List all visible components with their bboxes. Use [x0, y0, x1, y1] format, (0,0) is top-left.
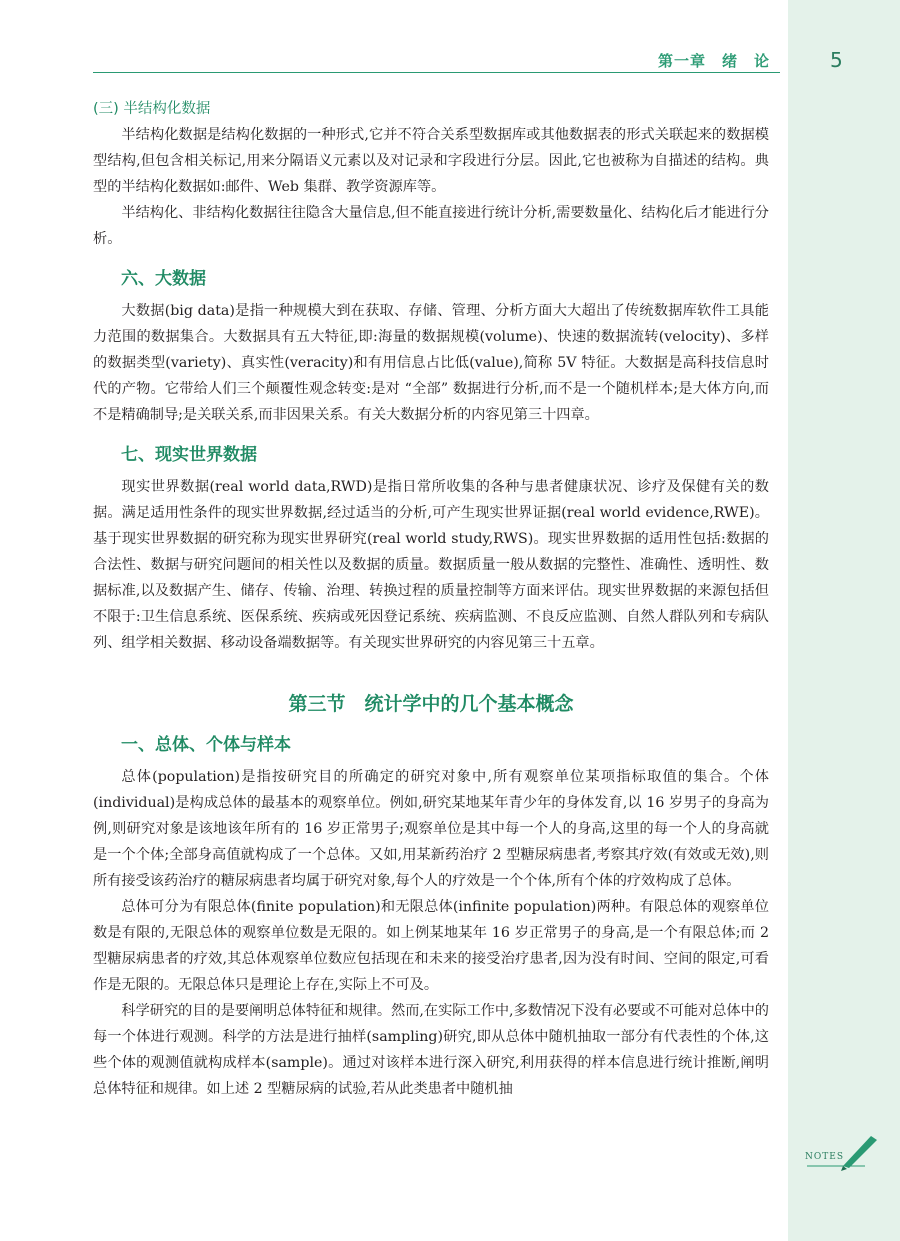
section-heading-big-data: 六、大数据 — [121, 269, 206, 289]
section-heading-population: 一、总体、个体与样本 — [121, 735, 291, 755]
page-number: 5 — [830, 48, 843, 72]
margin-sidebar — [788, 0, 900, 1241]
paragraph: 半结构化、非结构化数据往往隐含大量信息,但不能直接进行统计分析,需要数量化、结构化后才能进行分析。 — [93, 205, 769, 247]
paragraph: 科学研究的目的是要阐明总体特征和规律。然而,在实际工作中,多数情况下没有必要或不可能对总体中的每一个体进行观测。科学的方法是进行抽样(sampling)研究,即从总体中随机抽取一部分有代表性的个体,这些个体的观测值就构成样本(sample)。通过对该样本进行深入研究,利用获得的样本信息进行统计推断,阐明总体特征和规律。如上述 2 型糖尿病的试验,若从此类患者中随机抽 — [93, 1003, 769, 1097]
paragraph: 大数据(big data)是指一种规模大到在获取、存储、管理、分析方面大大超出了传统数据库软件工具能力范围的数据集合。大数据具有五大特征,即:海量的数据规模(volume)、快速的数据流转(velocity)、多样的数据类型(variety)、真实性(veracity)和有用信息占比低(value),简称 5V 特征。大数据是高科技信息时代的产物。它带给人们三个颠覆性观念转变:是对 “全部” 数据进行分析,而不是一个随机样本;是大体方向,而不是精确制导;是关联关系,而非因果关系。有关大数据分析的内容见第三十四章。 — [93, 303, 769, 423]
paragraph: 总体可分为有限总体(finite population)和无限总体(infinite population)两种。有限总体的观察单位数是有限的,无限总体的观察单位数是无限的。如上例某地某年 16 岁正常男子的身高,是一个有限总体;而 2 型糖尿病患者的疗效,其总体观察单位数应包括现在和未来的接受治疗患者,因为没有时间、空间的限定,可看作是无限的。无限总体只是理论上存在,实际上不可及。 — [93, 899, 769, 993]
chapter-section-title: 第三节 统计学中的几个基本概念 — [288, 693, 574, 715]
notes-label: NOTES — [805, 1152, 844, 1162]
paragraph: 现实世界数据(real world data,RWD)是指日常所收集的各种与患者健康状况、诊疗及保健有关的数据。满足适用性条件的现实世界数据,经过适当的分析,可产生现实世界证据(real world evidence,RWE)。基于现实世界数据的研究称为现实世界研究(real world study,RWS)。现实世界数据的适用性包括:数据的合法性、数据与研究问题间的相关性以及数据的质量。数据质量一般从数据的完整性、准确性、透明性、数据标准,以及数据产生、储存、传输、治理、转换过程的质量控制等方面来评估。现实世界数据的来源包括但不限于:卫生信息系统、医保系统、疾病或死因登记系统、疾病监测、不良反应监测、自然人群队列和专病队列、组学相关数据、移动设备端数据等。有关现实世界研究的内容见第三十五章。 — [93, 479, 769, 651]
page-body — [93, 96, 769, 1102]
paragraph: 总体(population)是指按研究目的所确定的研究对象中,所有观察单位某项指标取值的集合。个体(individual)是构成总体的最基本的观察单位。例如,研究某地某年青少年的身体发育,以 16 岁男子的身高为例,则研究对象是该地该年所有的 16 岁正常男子;观察单位是其中每一个人的身高,这里的每一个人的身高就是一个个体;全部身高值就构成了一个总体。又如,用某新药治疗 2 型糖尿病患者,考察其疗效(有效或无效),则所有接受该药治疗的糖尿病患者均属于研究对象,每个人的疗效是一个个体,所有个体的疗效构成了总体。 — [93, 769, 769, 889]
section-heading-real-world-data: 七、现实世界数据 — [121, 445, 257, 465]
running-header-chapter: 第一章 绪 论 — [657, 52, 770, 70]
header-rule — [93, 72, 780, 73]
notes-marker — [805, 1132, 883, 1172]
paragraph: 半结构化数据是结构化数据的一种形式,它并不符合关系型数据库或其他数据表的形式关联起来的数据模型结构,但包含相关标记,用来分隔语义元素以及对记录和字段进行分层。因此,它也被称为自描述的结构。典型的半结构化数据如:邮件、Web 集群、教学资源库等。 — [93, 127, 769, 195]
subheading-semi-structured: (三) 半结构化数据 — [93, 101, 211, 117]
